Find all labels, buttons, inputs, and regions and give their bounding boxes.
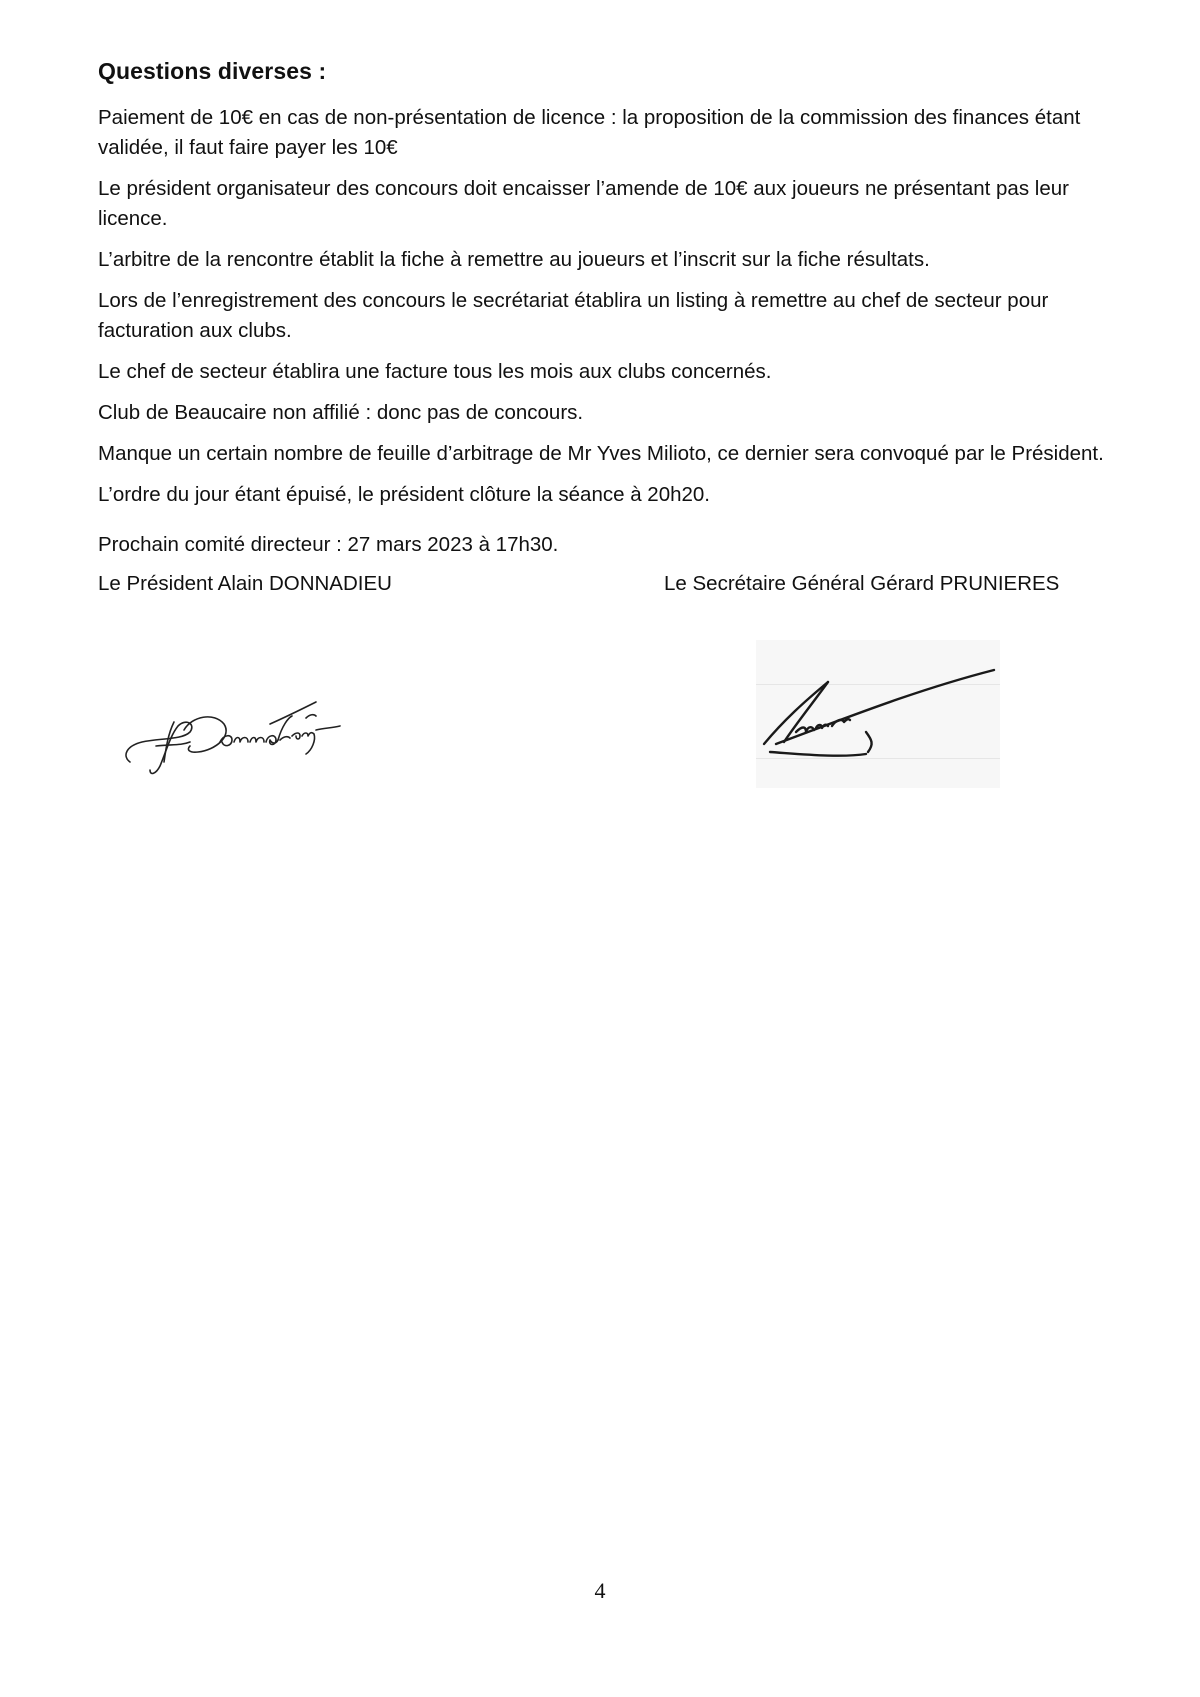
paragraph: Le président organisateur des concours doit encaisser l’amende de 10€ aux joueurs ne présentant pas leur licence. [98,177,1069,230]
paragraph: Manque un certain nombre de feuille d’arbitrage de Mr Yves Milioto, ce dernier sera convoqué par le Président. [98,442,1104,465]
document-body [98,58,1118,599]
paragraph: Club de Beaucaire non affilié : donc pas de concours. [98,401,584,424]
secretary-label: Le Secrétaire Général Gérard PRUNIERES [664,572,1060,595]
president-signature [120,670,350,780]
next-meeting-line: Prochain comité directeur : 27 mars 2023 à 17h30. [98,533,559,556]
paragraph: L’arbitre de la rencontre établit la fiche à remettre au joueurs et l’inscrit sur la fiche résultats. [98,248,930,271]
paragraph: Le chef de secteur établira une facture tous les mois aux clubs concernés. [98,360,772,383]
secretary-signature [756,640,1000,788]
paragraph: Lors de l’enregistrement des concours le secrétariat établira un listing à remettre au chef de secteur pour facturation aux clubs. [98,289,1049,342]
president-label: Le Président Alain DONNADIEU [98,572,392,595]
signers-row [98,569,1118,599]
paragraph: L’ordre du jour étant épuisé, le président clôture la séance à 20h20. [98,483,710,506]
paragraph: Paiement de 10€ en cas de non-présentation de licence : la proposition de la commission des finances étant validée, il faut faire payer les 10€ [98,106,1081,159]
section-heading: Questions diverses : [98,58,327,84]
page-number: 4 [594,1578,606,1603]
